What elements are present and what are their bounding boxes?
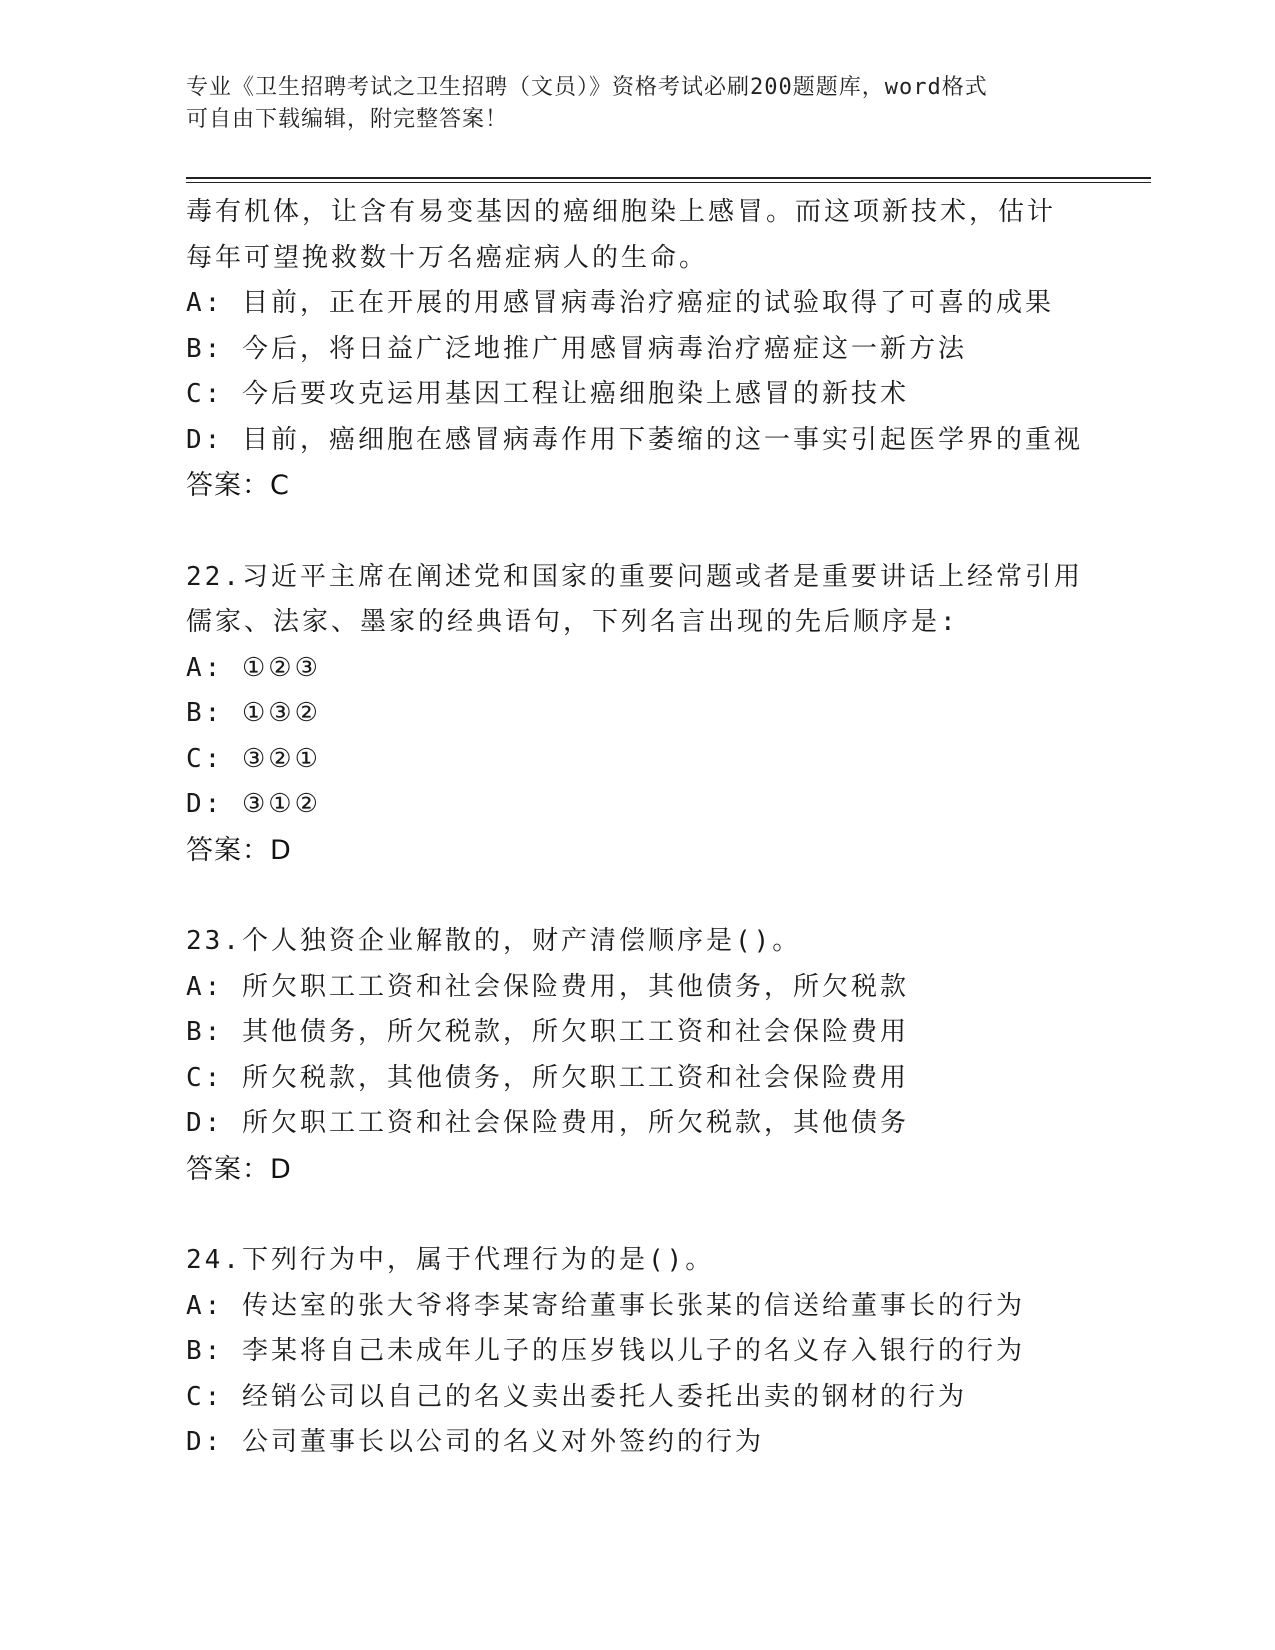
- option-c: C: 所欠税款，其他债务，所欠职工工资和社会保险费用: [186, 1062, 909, 1093]
- option-c: C: 经销公司以自己的名义卖出委托人委托出卖的钢材的行为: [186, 1381, 967, 1412]
- option-c: C: 今后要攻克运用基因工程让癌细胞染上感冒的新技术: [186, 379, 909, 409]
- question-21: [186, 190, 1146, 509]
- header-title-line1: 专业《卫生招聘考试之卫生招聘（文员）》资格考试必刷200题题库，word格式: [186, 75, 988, 100]
- option-c: C: ③②①: [186, 743, 321, 774]
- question-text: 24.下列行为中，属于代理行为的是()。: [186, 1245, 715, 1275]
- answer-label: 答案：D: [186, 834, 292, 866]
- question-24: [186, 1238, 1146, 1466]
- question-23: [186, 919, 1146, 1192]
- question-22: [186, 555, 1146, 874]
- option-a: A: ①②③: [186, 652, 321, 683]
- spacer: [186, 873, 1146, 919]
- question-text: 儒家、法家、墨家的经典语句，下列名言出现的先后顺序是:: [186, 607, 959, 637]
- question-text: 23.个人独资企业解散的，财产清偿顺序是()。: [186, 926, 802, 956]
- question-list: [186, 190, 1146, 1466]
- question-text: 每年可望挽救数十万名癌症病人的生命。: [186, 242, 709, 273]
- option-b: B: 李某将自己未成年儿子的压岁钱以儿子的名义存入银行的行为: [186, 1336, 1025, 1366]
- header-title-line2: 可自由下载编辑，附完整答案！: [186, 107, 509, 132]
- answer-label: 答案：C: [186, 470, 290, 501]
- header-rule-thick: [186, 177, 1151, 179]
- option-d: D: 所欠职工工资和社会保险费用，所欠税款，其他债务: [186, 1108, 909, 1138]
- page-header: [186, 72, 1076, 136]
- option-b: B: ①③②: [186, 698, 321, 728]
- header-rule-thin: [186, 182, 1151, 183]
- option-d: D: ③①②: [186, 789, 321, 819]
- question-text: 毒有机体，让含有易变基因的癌细胞染上感冒。而这项新技术，估计: [186, 197, 1057, 227]
- spacer: [186, 509, 1146, 555]
- option-a: A: 所欠职工工资和社会保险费用，其他债务，所欠税款: [186, 971, 909, 1002]
- option-b: B: 其他债务，所欠税款，所欠职工工资和社会保险费用: [186, 1017, 909, 1047]
- question-text: 22.习近平主席在阐述党和国家的重要问题或者是重要讲话上经常引用: [186, 561, 1083, 592]
- option-a: A: 目前，正在开展的用感冒病毒治疗癌症的试验取得了可喜的成果: [186, 288, 1054, 318]
- answer-label: 答案：D: [186, 1153, 292, 1185]
- option-b: B: 今后，将日益广泛地推广用感冒病毒治疗癌症这一新方法: [186, 333, 967, 364]
- option-a: A: 传达室的张大爷将李某寄给董事长张某的信送给董事长的行为: [186, 1290, 1025, 1321]
- option-d: D: 目前，癌细胞在感冒病毒作用下萎缩的这一事实引起医学界的重视: [186, 424, 1083, 455]
- option-d: D: 公司董事长以公司的名义对外签约的行为: [186, 1427, 764, 1457]
- spacer: [186, 1192, 1146, 1238]
